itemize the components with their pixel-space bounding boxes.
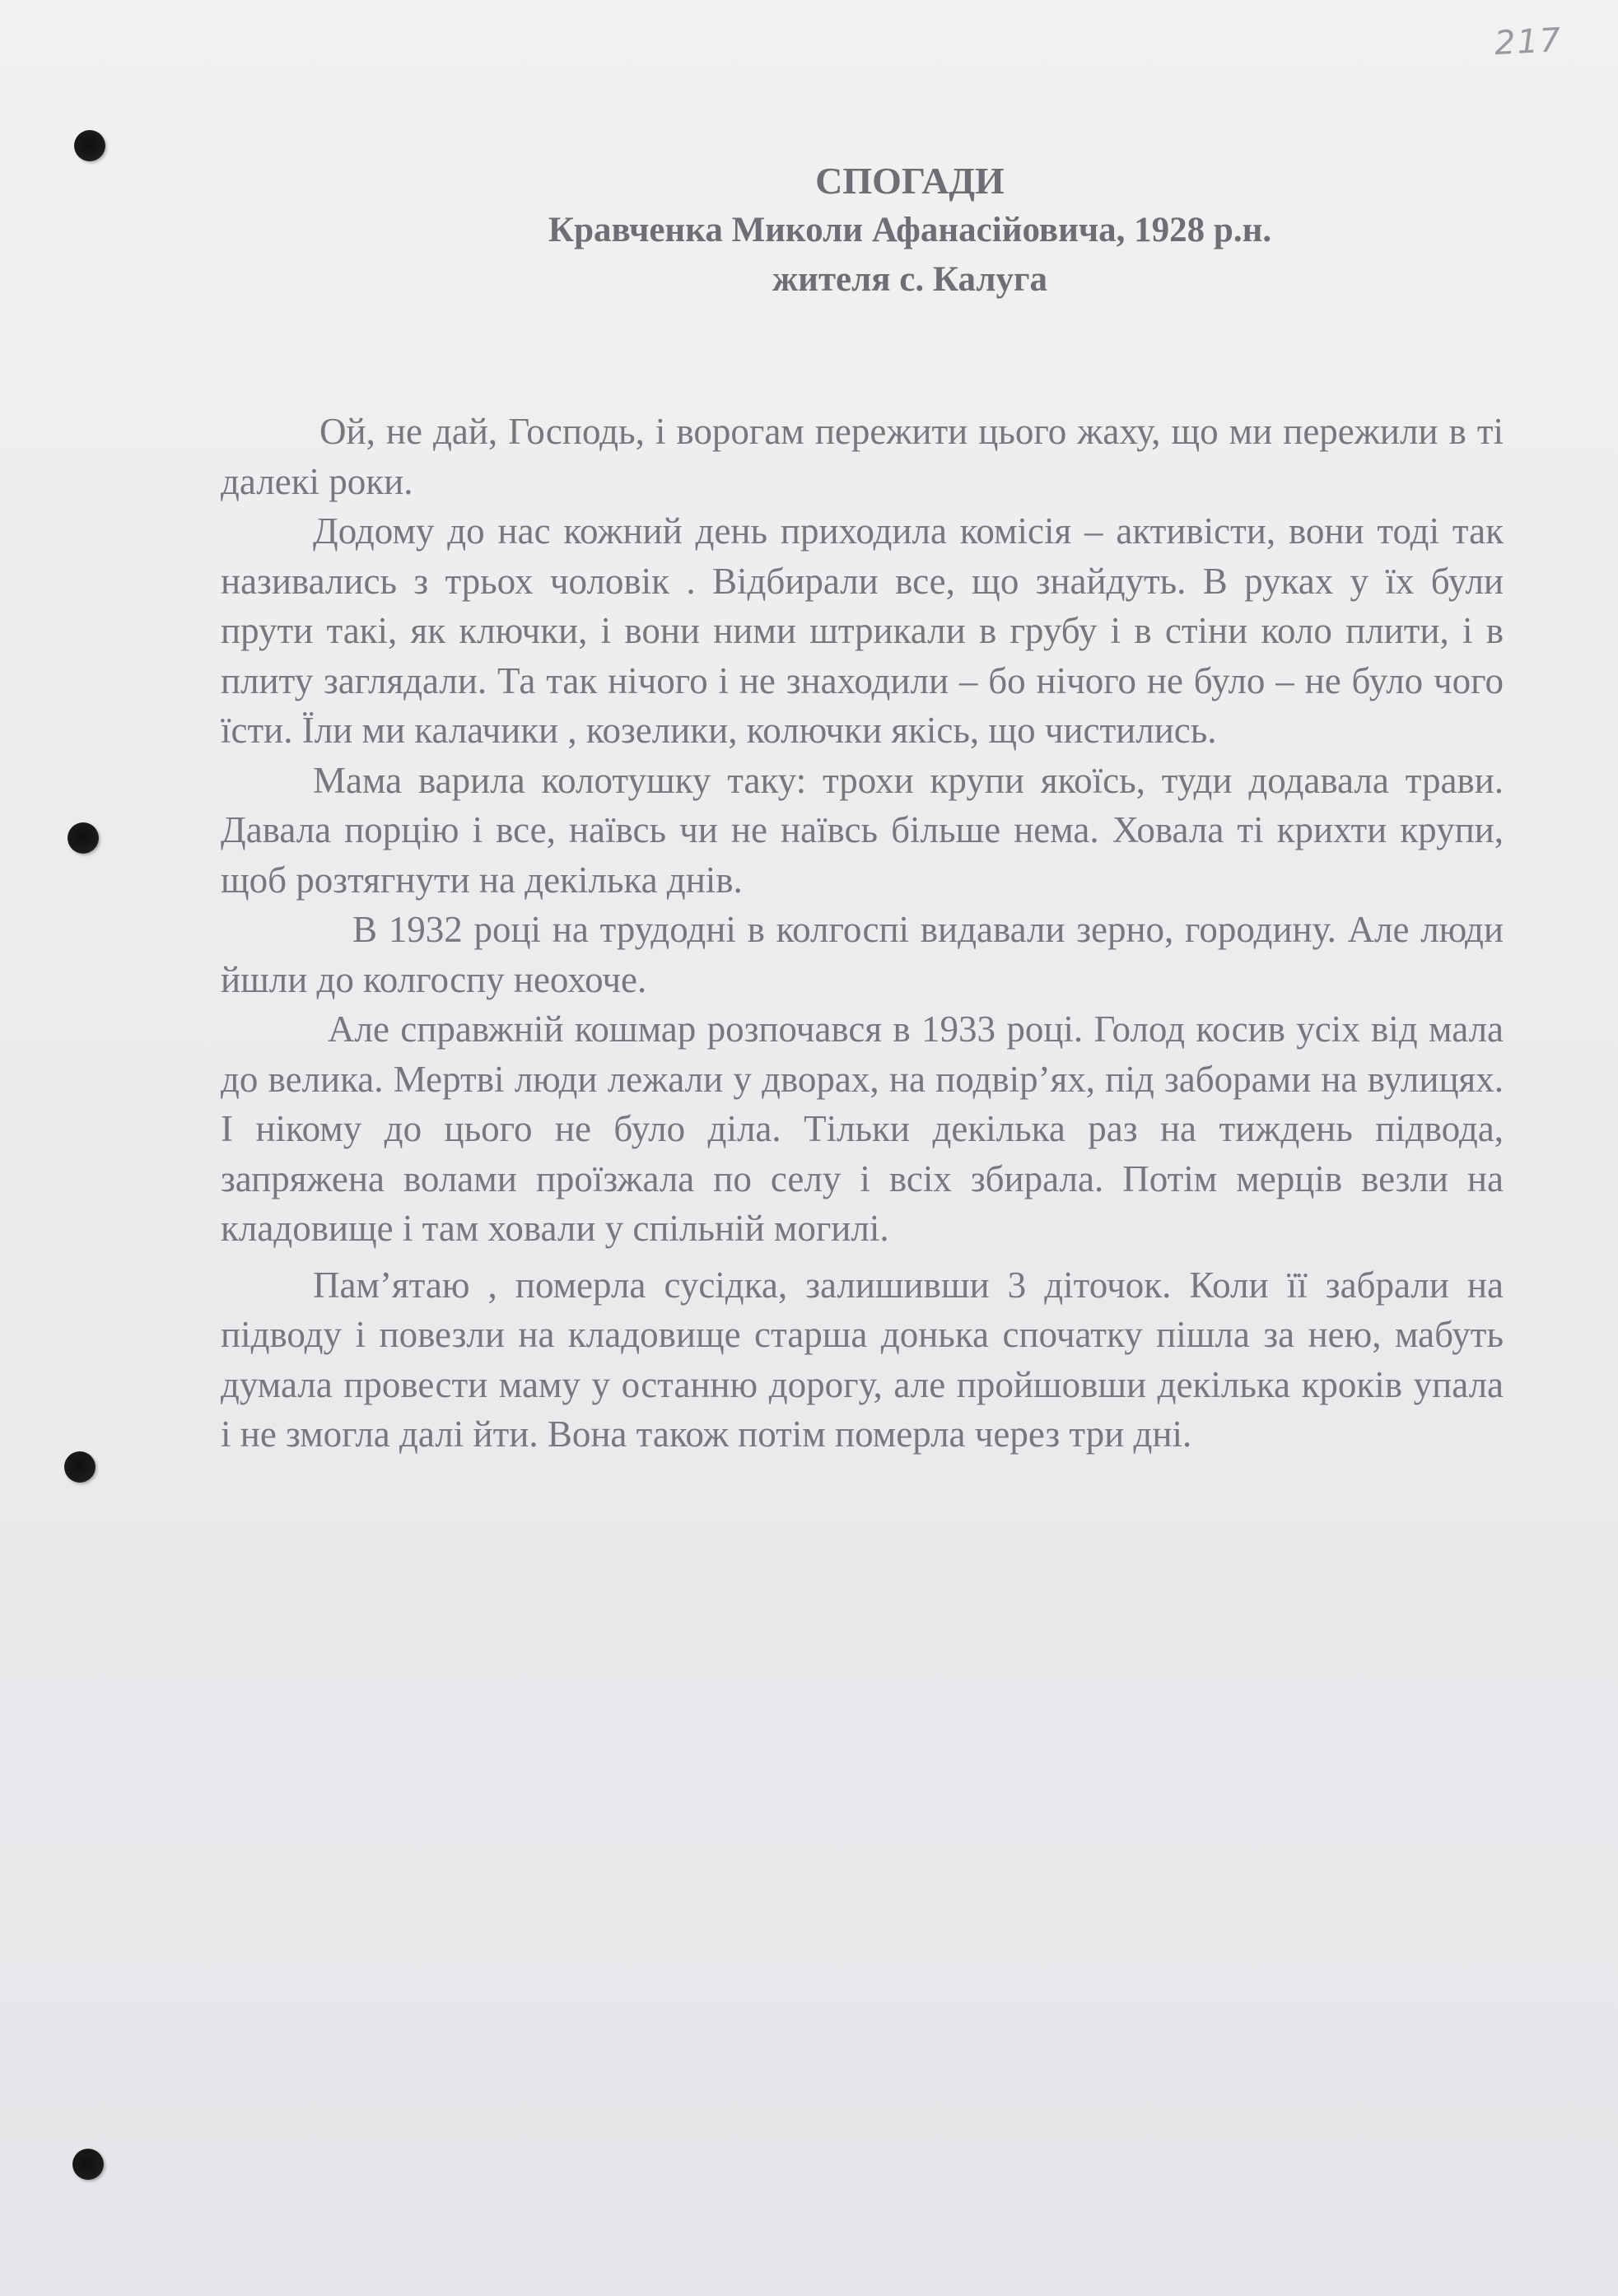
punch-hole (74, 130, 105, 161)
paragraph: Але справжній кошмар розпочався в 1933 році. Голод косив усіх від мала до велика. Мертві люди лежали у дворах, на подвір’ях, під заборами на вулицях. І нікому до цього не було діла. Тільки декілька раз на тиждень підвода, запряжена волами проїзжала по селу і всіх збирала. Потім мерців везли на кладовище і там ховали у спільній могилі. (221, 1008, 1504, 1249)
punch-hole (68, 822, 99, 854)
paragraph: Ой, не дай, Господь, і ворогам пережити цього жаху, що ми пережили в ті далекі роки. (221, 411, 1504, 502)
handwritten-page-number: 217 (1493, 21, 1564, 63)
document-header (412, 156, 1408, 305)
paragraph: Мама варила колотушку таку: трохи крупи якоїсь, туди додавала трави. Давала порцію і все, наївсь чи не наївсь більше нема. Ховала ті крихти крупи, щоб розтягнути на декілька днів. (221, 759, 1504, 901)
author-name-line: Кравченка Миколи Афанасійовича, 1928 р.н. (548, 211, 1272, 249)
paragraph: В 1932 році на трудодні в колгоспі видавали зерно, городину. Але люди йшли до колгоспу неохоче. (221, 909, 1504, 1000)
paragraph: Додому до нас кожний день приходила комісія – активісти, вони тоді так називались з трьох чоловік . Відбирали все, що знайдуть. В руках у їх були прути такі, як ключки, і вони ними штрикали в грубу і в стіни коло плити, і в плиту заглядали. Та так нічого і не знаходили – бо нічого не було – не було чого їсти. Їли ми калачики , козелики, колючки якісь, що чистились. (221, 510, 1504, 751)
punch-hole (72, 2149, 104, 2180)
paragraph: Пам’ятаю , померла сусідка, залишивши 3 діточок. Коли її забрали на підводу і повезли на кладовище старша донька спочатку пішла за нею, мабуть думала провести маму у останню дорогу, але пройшовши декілька кроків упала і не змогла далі йти. Вона також потім померла через три дні. (221, 1264, 1504, 1455)
document-title: СПОГАДИ (815, 160, 1005, 202)
author-residence-line: жителя с. Калуга (772, 260, 1048, 299)
memoir-text (221, 407, 1504, 1460)
punch-hole (64, 1451, 96, 1483)
